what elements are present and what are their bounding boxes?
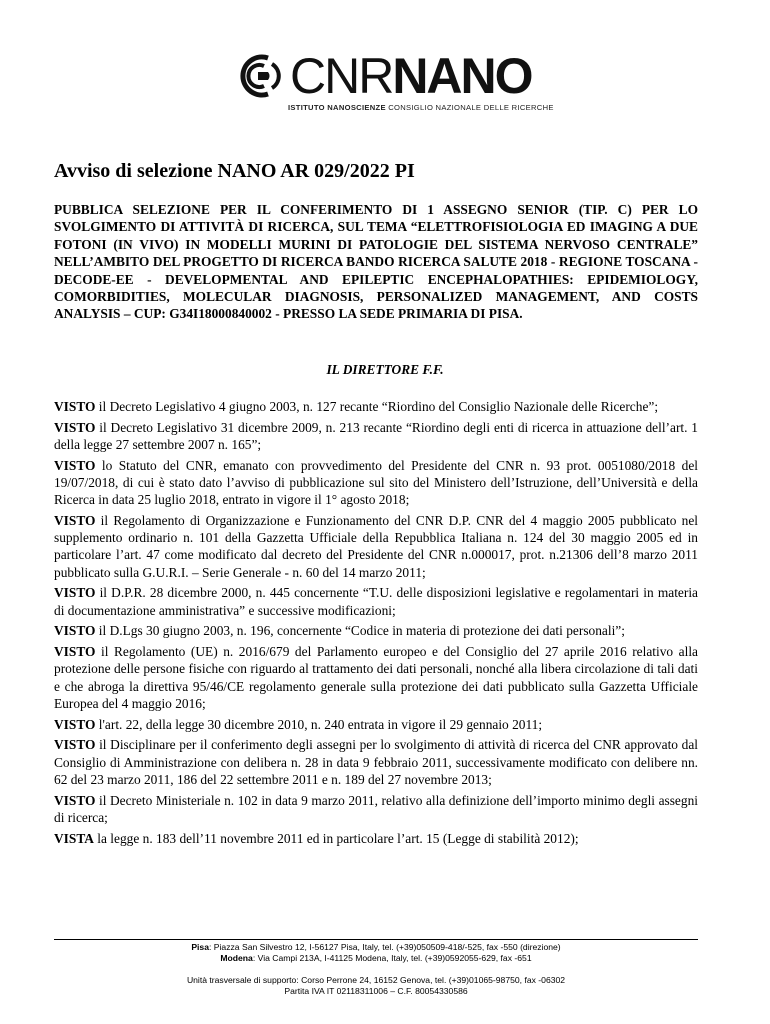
footer-vat: Partita IVA IT 02118311006 – C.F. 80054330586: [284, 986, 468, 996]
paragraph-text: il D.P.R. 28 dicembre 2000, n. 445 concernente “T.U. delle disposizioni legislative e regolamentari in materia di documentazione amministrativa” e successive modificazioni;: [54, 585, 698, 618]
paragraph: [54, 398, 698, 415]
cnr-nano-logo: [228, 48, 554, 118]
logo-tagline-council: CONSIGLIO NAZIONALE DELLE RICERCHE: [385, 103, 554, 112]
paragraph: [54, 584, 698, 618]
paragraph: [54, 716, 698, 733]
page-footer: [54, 942, 698, 997]
paragraph-text: l'art. 22, della legge 30 dicembre 2010, n. 240 entrata in vigore il 29 gennaio 2011;: [95, 716, 543, 732]
paragraph-keyword: VISTO: [54, 585, 96, 601]
document-subject: PUBBLICA SELEZIONE PER IL CONFERIMENTO DI 1 ASSEGNO SENIOR (TIP. C) PER LO SVOLGIMENTO DI ATTIVITÀ DI RICERCA, SUL TEMA “ELETTROFISIOLOGIA ED IMAGING A DUE FOTONI (IN VIVO) IN MODELLI MURINI DI PATOLOGIE DEL SISTEMA NERVOSO CENTRALE” NELL’AMBITO DEL PROGETTO DI RICERCA BANDO RICERCA SALUTE 2018 - REGIONE TOSCANA - DECODE-EE - DEVELOPMENTAL AND EPILEPTIC ENCEPHALOPATHIES: EPIDEMIOLOGY, COMORBIDITIES, MOLECULAR DIAGNOSIS, PERSONALIZED MANAGEMENT, AND COSTS ANALYSIS – CUP: G34I18000840002 - PRESSO LA SEDE PRIMARIA DI PISA.: [54, 202, 698, 322]
paragraph: [54, 643, 698, 712]
paragraph: [54, 457, 698, 509]
paragraph: [54, 419, 698, 453]
logo-wordmark-cnr: CNR: [290, 48, 393, 104]
footer-pisa-address: [54, 942, 698, 953]
paragraph: [54, 830, 698, 847]
footer-modena-text: : Via Campi 213A, I-41125 Modena, Italy, tel. (+39)0592055-629, fax -651: [252, 953, 532, 963]
logo-wordmark-nano: NANO: [392, 48, 532, 104]
footer-divider: [54, 939, 698, 940]
document-body: [54, 398, 698, 850]
director-heading: IL DIRETTORE F.F.: [326, 362, 444, 377]
paragraph-keyword: VISTO: [54, 513, 96, 528]
cnr-nano-logo-icon: [228, 52, 288, 100]
paragraph-text: la legge n. 183 dell’11 novembre 2011 ed in particolare l’art. 15 (Legge di stabilità 2012);: [93, 830, 579, 846]
paragraph-text: il Decreto Legislativo 31 dicembre 2009, n. 213 recante “Riordino degli enti di ricerca in attuazione dell’art. 1 della legge 27 settembre 2007 n. 165”;: [54, 419, 698, 452]
footer-pisa-label: Pisa: [191, 942, 209, 952]
paragraph-text: lo Statuto del CNR, emanato con provvedimento del Presidente del CNR n. 93 prot. 0051080/2018 del 19/07/2018, di cui è stato dato l’avviso di pubblicazione sul sito del Ministero dell’Istruzione, dell’Università e della Ricerca in data 25 luglio 2018, entrato in vigore il 1° agosto 2018;: [54, 457, 698, 508]
logo-tagline-institute: ISTITUTO NANOSCIENZE: [288, 103, 386, 112]
paragraph-keyword: VISTO: [54, 644, 96, 660]
footer-modena-address: [54, 953, 698, 964]
footer-pisa-text: : Piazza San Silvestro 12, I-56127 Pisa, Italy, tel. (+39)050509-418/-525, fax -550 (direzione): [209, 942, 561, 952]
paragraph-text: il D.Lgs 30 giugno 2003, n. 196, concernente “Codice in materia di protezione dei dati personali”;: [95, 623, 625, 639]
document-title: Avviso di selezione NANO AR 029/2022 PI: [54, 160, 415, 182]
paragraph: [54, 512, 698, 581]
paragraph-keyword: VISTO: [54, 399, 96, 414]
paragraph: [54, 792, 698, 826]
paragraph-keyword: VISTO: [54, 623, 96, 639]
logo-wordmark: [290, 50, 532, 102]
paragraph-keyword: VISTO: [54, 457, 96, 473]
paragraph-text: il Regolamento di Organizzazione e Funzionamento del CNR D.P. CNR del 4 maggio 2005 pubblicato nel supplemento ordinario n. 101 della Gazzetta Ufficiale della Repubblica Italiana n. 124 del 30 maggio 2005 ed in particolare l’art. 47 come modificato dal decreto del Presidente del CNR n.000017, prot. n.21306 dell’8 marzo 2011 pubblicato sulla G.U.R.I. – Serie Generale - n. 60 del 14 marzo 2011;: [54, 513, 698, 580]
footer-modena-label: Modena: [220, 953, 253, 963]
footer-genova-address: Unità trasversale di supporto: Corso Perrone 24, 16152 Genova, tel. (+39)01065-98750, fax -06302: [186, 975, 566, 985]
paragraph-keyword: VISTO: [54, 737, 96, 753]
paragraph: [54, 736, 698, 788]
paragraph-text: il Disciplinare per il conferimento degli assegni per lo svolgimento di attività di ricerca del CNR approvato dal Consiglio di Amministrazione con delibera n. 28 in data 9 febbraio 2011, successivamente modificato con delibere nn. 62 del 23 marzo 2011, 186 del 22 settembre 2011 e n. 189 del 27 novembre 2013;: [54, 737, 698, 787]
paragraph-keyword: VISTA: [54, 830, 94, 846]
paragraph: [54, 622, 698, 639]
paragraph-text: il Decreto Ministeriale n. 102 in data 9 marzo 2011, relativo alla definizione dell’importo minimo degli assegni di ricerca;: [54, 792, 698, 825]
paragraph-text: il Decreto Legislativo 4 giugno 2003, n. 127 recante “Riordino del Consiglio Nazionale delle Ricerche”;: [95, 399, 659, 414]
paragraph-keyword: VISTO: [54, 716, 96, 732]
paragraph-keyword: VISTO: [54, 792, 96, 808]
footer-spacer: [54, 964, 698, 975]
paragraph-keyword: VISTO: [54, 419, 96, 435]
paragraph-text: il Regolamento (UE) n. 2016/679 del Parlamento europeo e del Consiglio del 27 aprile 2016 relativo alla protezione delle persone fisiche con riguardo al trattamento dei dati personali, nonché alla libera circolazione di tali dati e che abroga la direttiva 95/46/CE regolamento generale sulla protezione dei dati pubblicato sulla Gazzetta Ufficiale Europea del 4 maggio 2016;: [54, 644, 698, 711]
logo-tagline: [288, 103, 554, 112]
